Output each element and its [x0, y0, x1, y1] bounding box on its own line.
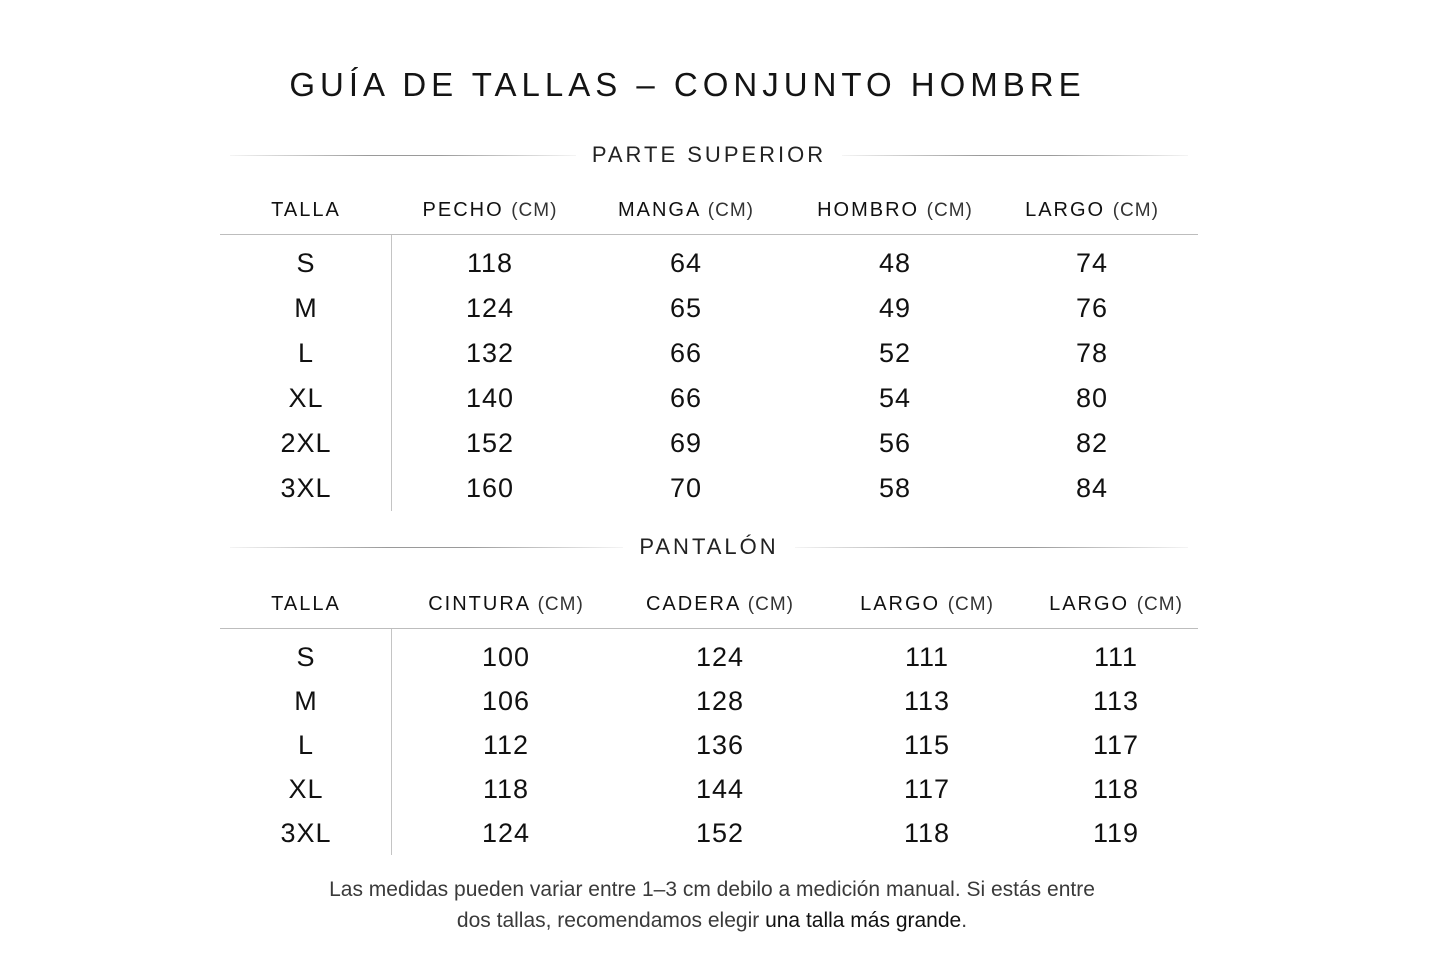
- measurement-cell: 124: [481, 817, 531, 848]
- divider-left: [230, 155, 576, 156]
- size-table-top: [220, 186, 1198, 511]
- footnote: [0, 874, 1424, 936]
- size-cell: L: [297, 729, 315, 760]
- footnote-line-2-end: .: [961, 909, 968, 932]
- measurement-cell: 111: [904, 641, 950, 672]
- column-name: TALLA: [271, 198, 341, 221]
- measurement-cell: 136: [695, 729, 745, 760]
- table-row: [220, 635, 1198, 679]
- size-cell: 3XL: [280, 473, 332, 503]
- table-row: [220, 376, 1198, 421]
- measurement-cell: 64: [669, 248, 703, 278]
- size-cell: M: [294, 685, 318, 716]
- column-header: [620, 593, 820, 616]
- size-cell: 2XL: [280, 428, 332, 458]
- size-cell: S: [296, 248, 316, 278]
- measurement-cell: 82: [1075, 428, 1109, 458]
- measurement-cell: 48: [878, 248, 912, 278]
- page-title: GUÍA DE TALLAS – CONJUNTO HOMBRE: [289, 66, 1086, 103]
- measurement-cell: 117: [903, 773, 951, 804]
- footnote-emphasis: una talla más grande: [765, 909, 962, 932]
- measurement-cell: 124: [465, 293, 515, 323]
- table-body: [220, 629, 1198, 855]
- measurement-cell: 54: [878, 383, 912, 413]
- measurement-cell: 78: [1075, 338, 1109, 368]
- column-header: [820, 593, 1034, 616]
- measurement-cell: 56: [878, 428, 912, 458]
- measurement-cell: 144: [695, 773, 745, 804]
- measurement-cell: 118: [466, 248, 514, 278]
- footnote-line-2-start: dos tallas, recomendamos elegir: [456, 909, 766, 932]
- divider-right: [795, 547, 1188, 548]
- column-unit: (CM): [537, 593, 584, 615]
- measurement-cell: 66: [669, 338, 703, 368]
- measurement-cell: 118: [903, 817, 951, 848]
- measurement-cell: 160: [465, 473, 515, 503]
- table-row: [220, 679, 1198, 723]
- measurement-cell: 76: [1075, 293, 1109, 323]
- column-header: [784, 199, 1006, 222]
- column-header: [392, 199, 588, 222]
- size-cell: S: [296, 641, 316, 672]
- measurement-cell: 80: [1075, 383, 1109, 413]
- column-divider: [391, 235, 392, 511]
- column-name: LARGO: [860, 592, 941, 615]
- column-header: [220, 199, 392, 222]
- column-name: CINTURA: [428, 592, 531, 615]
- column-name: TALLA: [271, 592, 341, 615]
- column-name: MANGA: [617, 198, 701, 221]
- measurement-cell: 66: [669, 383, 703, 413]
- table-row: [220, 767, 1198, 811]
- table-body: [220, 235, 1198, 511]
- measurement-cell: 118: [482, 773, 530, 804]
- measurement-cell: 152: [465, 428, 515, 458]
- table-header: [220, 580, 1198, 629]
- table-row: [220, 331, 1198, 376]
- column-header: [588, 199, 784, 222]
- measurement-cell: 74: [1075, 248, 1109, 278]
- measurement-cell: 119: [1092, 817, 1140, 848]
- measurement-cell: 112: [482, 729, 530, 760]
- section-header-pants: [230, 532, 1188, 562]
- measurement-cell: 124: [695, 641, 745, 672]
- measurement-cell: 70: [669, 473, 703, 503]
- measurement-cell: 100: [481, 641, 531, 672]
- column-header: [392, 593, 620, 616]
- measurement-cell: 128: [695, 685, 745, 716]
- measurement-cell: 118: [1092, 773, 1140, 804]
- divider-right: [842, 155, 1188, 156]
- size-cell: L: [297, 338, 315, 368]
- size-table-pants: [220, 580, 1198, 855]
- section-label: PARTE SUPERIOR: [591, 142, 827, 167]
- measurement-cell: 65: [669, 293, 703, 323]
- measurement-cell: 132: [465, 338, 515, 368]
- size-cell: XL: [288, 383, 324, 413]
- table-row: [220, 241, 1198, 286]
- measurement-cell: 113: [1092, 685, 1140, 716]
- measurement-cell: 113: [903, 685, 951, 716]
- column-unit: (CM): [1136, 593, 1183, 615]
- measurement-cell: 58: [878, 473, 912, 503]
- section-label: PANTALÓN: [639, 534, 779, 559]
- divider-left: [230, 547, 623, 548]
- column-name: PECHO: [422, 198, 504, 221]
- measurement-cell: 117: [1092, 729, 1140, 760]
- table-row: [220, 286, 1198, 331]
- measurement-cell: 111: [1093, 641, 1139, 672]
- column-unit: (CM): [947, 593, 994, 615]
- size-cell: 3XL: [280, 817, 332, 848]
- column-header: [1006, 199, 1178, 222]
- column-unit: (CM): [511, 199, 558, 221]
- column-name: HOMBRO: [817, 198, 920, 221]
- measurement-cell: 140: [465, 383, 515, 413]
- column-header: [1034, 593, 1198, 616]
- column-divider: [391, 629, 392, 855]
- column-name: LARGO: [1025, 198, 1106, 221]
- column-header: [220, 593, 392, 616]
- table-row: [220, 466, 1198, 511]
- measurement-cell: 106: [481, 685, 531, 716]
- column-unit: (CM): [926, 199, 973, 221]
- column-unit: (CM): [707, 199, 754, 221]
- measurement-cell: 69: [669, 428, 703, 458]
- table-row: [220, 421, 1198, 466]
- size-cell: XL: [288, 773, 324, 804]
- column-unit: (CM): [1112, 199, 1159, 221]
- table-row: [220, 811, 1198, 855]
- section-header-top: [230, 140, 1188, 170]
- footnote-line-2: [0, 905, 1424, 936]
- measurement-cell: 115: [903, 729, 951, 760]
- size-cell: M: [294, 293, 318, 323]
- table-row: [220, 723, 1198, 767]
- measurement-cell: 52: [878, 338, 912, 368]
- column-name: LARGO: [1049, 592, 1130, 615]
- measurement-cell: 84: [1075, 473, 1109, 503]
- footnote-line-1: Las medidas pueden variar entre 1–3 cm debilo a medición manual. Si estás entre: [329, 878, 1095, 901]
- measurement-cell: 152: [695, 817, 745, 848]
- column-unit: (CM): [747, 593, 794, 615]
- column-name: CADERA: [645, 592, 741, 615]
- measurement-cell: 49: [878, 293, 912, 323]
- table-header: [220, 186, 1198, 235]
